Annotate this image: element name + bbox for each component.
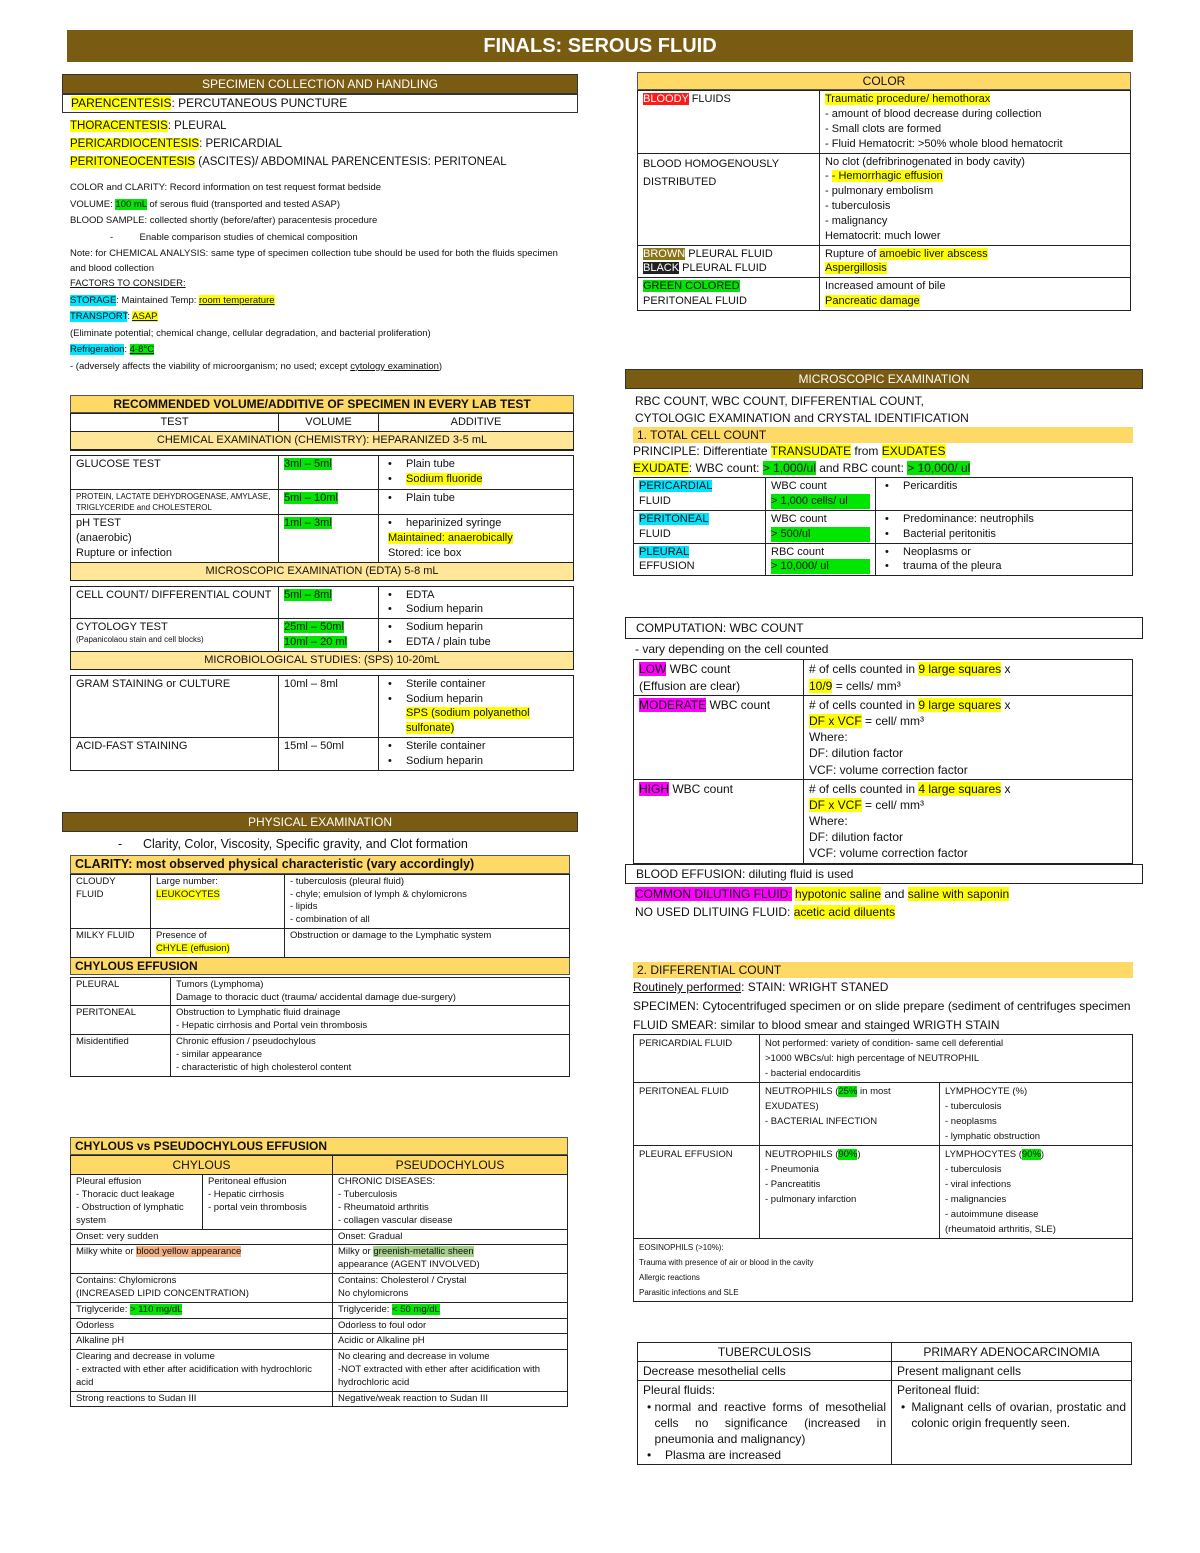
col-test: TEST (71, 414, 279, 432)
table-row: ACID-FAST STAINING 15ml – 50ml • Sterile container • Sodium heparin (71, 738, 574, 771)
chem-header: CHEMICAL EXAMINATION (CHEMISTRY): HEPARANIZED 3-5 mL (71, 431, 574, 449)
computation-section (625, 617, 1143, 920)
parencentesis-row (62, 94, 578, 113)
recommended-table (70, 413, 574, 771)
clarity-header: CLARITY: most observed physical characteristic (vary accordingly) (70, 855, 570, 874)
eliminate-note: (Eliminate potential; chemical change, cellular degradation, and bacterial proliferation) (70, 327, 431, 339)
table-row: PROTEIN, LACTATE DEHYDROGENASE, AMYLASE, TRIGLYCERIDE and CHOLESTEROL 5ml – 10ml • Plain tube (71, 490, 574, 515)
table-row: GREEN COLORED PERITONEAL FLUID Increased amount of bile Pancreatic damage (638, 278, 1131, 311)
table-row: HIGH WBC count # of cells counted in 4 large squares x DF x VCF = cell/ mm³ Where: DF: dilution factor VCF: volume correction factor (634, 779, 1133, 863)
table-row: BLOODY FLUIDS Traumatic procedure/ hemothorax - amount of blood decrease during collection - Small clots are formed - Fluid Hematocrit: >50% whole blood hematocrit (638, 91, 1131, 153)
chylous-vs-table: CHYLOUS PSEUDOCHYLOUS Pleural effusion - Thoracic duct leakage - Obstruction of lymphatic system Peritoneal effusion - Hepatic cirrhosis - portal vein thrombosis CHRONIC DISEASES: - Tuberculosis - Rheumatoid arthritis - collagen vascular disease Onset: very sudden Onset: Gradual Milky white or blood yellow appearance Milky or greenish-metallic sheen appearance (AGENT INVOLVED) Contains: Chylomicrons (INCREASED LIPID CONCENTRATION) Contains: Cholesterol / Crystal No chylomicrons Triglyceride: > 110 mg/dL Triglyceride: < 50 mg/dL Odorless Odorless to foul odor Alkaline pH Acidic or Alkaline pH Clearing and decrease in volume - extracted with ether after acidification with hydrochloric acid No clearing and decrease in volume -NOT extracted with ether after acidification with hydrochloric acid Strong reactions to Sudan III Negative/weak reaction to Sudan III (70, 1155, 568, 1407)
table-row: CELL COUNT/ DIFFERENTIAL COUNT 5ml – 8ml • EDTA • Sodium heparin (71, 586, 574, 619)
differential-header: 2. DIFFERENTIAL COUNT (633, 962, 1133, 978)
physical-header: PHYSICAL EXAMINATION (62, 812, 578, 832)
tb-section (637, 1342, 1132, 1465)
pericardiocentesis-text: : PERICARDIAL (199, 138, 283, 151)
differential-section (633, 962, 1133, 1302)
color-clarity-note: COLOR and CLARITY: Record information on test request format bedside (70, 182, 382, 194)
table-row: PERITONEAL FLUID NEUTROPHILS (25% in most EXUDATES) - BACTERIAL INFECTION LYMPHOCYTE (%) - tuberculosis - neoplasms - lymphatic obstruction (634, 1083, 1133, 1146)
col-volume: VOLUME (279, 414, 379, 432)
micro-line2: CYTOLOGIC EXAMINATION and CRYSTAL IDENTIFICATION (635, 411, 969, 425)
differential-table (633, 1034, 1133, 1302)
specimen-section (62, 74, 578, 375)
principle: PRINCIPLE: Differentiate TRANSUDATE from EXUDATES (633, 444, 946, 459)
table-row: GRAM STAINING or CULTURE 10ml – 8ml • Sterile container • Sodium heparin SPS (sodium polyanethol sulfonate) (71, 675, 574, 737)
table-row: Misidentified Chronic effusion / pseudochylous - similar appearance - characteristic of high cholesterol content (71, 1035, 570, 1076)
smear-note: FLUID SMEAR: similar to blood smear and stainged WRIGTH STAIN (633, 1018, 1000, 1033)
peritoneocentesis-text: (ASCITES)/ ABDOMINAL PARENCENTESIS: PERITONEAL (195, 156, 507, 169)
table-row: BLOOD HOMOGENOUSLY DISTRIBUTED No clot (defribrinogenated in body cavity) - - Hemorrhagic effusion - pulmonary embolism - tuberculosis - malignancy Hematocrit: much lower (638, 153, 1131, 245)
chylous-effusion-header: CHYLOUS EFFUSION (70, 958, 570, 975)
table-row: Contains: Chylomicrons (INCREASED LIPID CONCENTRATION) Contains: Cholesterol / Crystal No chylomicrons (71, 1274, 568, 1303)
factors-heading: FACTORS TO CONSIDER: (70, 278, 186, 290)
specimen-header: SPECIMEN COLLECTION AND HANDLING (62, 74, 578, 94)
enable-note: - Enable comparison studies of chemical composition (110, 231, 358, 243)
micro-header: MICROSCOPIC EXAMINATION (EDTA) 5-8 mL (71, 562, 574, 580)
parencentesis-label: PARENCENTESIS (71, 96, 172, 110)
table-row: PLEURAL Tumors (Lymphoma) Damage to thoracic duct (trauma/ accidental damage due-surgery) (71, 977, 570, 1006)
microscopic-section (625, 369, 1143, 576)
table-row: BROWN PLEURAL FLUID BLACK PLEURAL FLUID Rupture of amoebic liver abscess Aspergillosis (638, 245, 1131, 278)
table-row: MODERATE WBC count # of cells counted in 9 large squares x DF x VCF = cell/ mm³ Where: DF: dilution factor VCF: volume correction factor (634, 695, 1133, 779)
table-row: PLEURAL EFFUSION RBC count > 10,000/ ul • Neoplasms or • trauma of the pleura (634, 543, 1133, 576)
thoracentesis-text: : PLEURAL (167, 120, 227, 132)
table-row: CYTOLOGY TEST (Papanicolaou stain and cell blocks) 25ml – 50ml 10ml – 20 ml • Sodium heparin • EDTA / plain tube (71, 619, 574, 652)
recommended-header: RECOMMENDED VOLUME/ADDITIVE OF SPECIMEN IN EVERY LAB TEST (70, 395, 574, 413)
table-row: MILKY FLUID Presence of CHYLE (effusion) Obstruction or damage to the Lymphatic system (71, 929, 570, 958)
table-row: PERITONEAL FLUID WBC count > 500/ul • Predominance: neutrophils • Bacterial peritonitis (634, 510, 1133, 543)
total-cell-header: 1. TOTAL CELL COUNT (633, 427, 1133, 443)
table-row: Pleural effusion - Thoracic duct leakage - Obstruction of lymphatic system Peritoneal effusion - Hepatic cirrhosis - portal vein thrombosis CHRONIC DISEASES: - Tuberculosis - Rheumatoid arthritis - collagen vascular disease (71, 1175, 568, 1229)
pericardiocentesis-label: PERICARDIOCENTESIS (70, 138, 200, 151)
parencentesis-text: : PERCUTANEOUS PUNCTURE (171, 96, 348, 110)
physical-list: - Clarity, Color, Viscosity, Specific gravity, and Clot formation (118, 837, 468, 851)
col-additive: ADDITIVE (379, 414, 574, 432)
page-title: FINALS: SEROUS FLUID (67, 30, 1133, 62)
exudate: EXUDATE: WBC count: > 1,000/ul and RBC count: > 10,000/ ul (633, 461, 971, 476)
microbio-header: MICROBIOLOGICAL STUDIES: (SPS) 10-20mL (71, 651, 574, 669)
table-row: Onset: very sudden Onset: Gradual (71, 1229, 568, 1245)
table-row: Decrease mesothelial cells Present malignant cells (638, 1362, 1132, 1381)
no-used-diluting: NO USED DLITUING FLUID: acetic acid diluents (635, 905, 896, 919)
table-row: PERITONEAL Obstruction to Lymphatic fluid drainage - Hepatic cirrhosis and Portal vein thrombosis (71, 1006, 570, 1035)
color-header: COLOR (637, 72, 1131, 90)
micro-line1: RBC COUNT, WBC COUNT, DIFFERENTIAL COUNT, (635, 394, 924, 408)
volume-note: VOLUME: 100 mL of serous fluid (transported and tested ASAP) (70, 198, 341, 210)
table-row: CLOUDY FLUID Large number: LEUKOCYTES - tuberculosis (pleural fluid) - chyle; emulsion of lymph & chylomicrons - lipids - combination of all (71, 874, 570, 928)
common-diluting: COMMON DILUTING FLUID: hypotonic saline and saline with saponin (635, 886, 1010, 901)
table-row: PERICARDIAL FLUID Not performed: variety of condition- same cell deferential >1000 WBCs/ul: high percentage of NEUTROPHIL - bacterial endocarditis (634, 1035, 1133, 1083)
blood-effusion: BLOOD EFFUSION: diluting fluid is used (625, 864, 1143, 884)
chylous-vs-section (70, 1137, 568, 1407)
microscopic-header: MICROSCOPIC EXAMINATION (625, 369, 1143, 389)
adverse-note: - (adversely affects the viability of microorganism; no used; except cytology examination) (70, 360, 443, 372)
total-cell-table (633, 477, 1133, 576)
physical-section (62, 812, 578, 1077)
chemical-note: Note: for CHEMICAL ANALYSIS: same type of specimen collection tube should be used for both the fluids specimen and blood collection (70, 248, 558, 275)
recommended-section (70, 395, 574, 771)
tb-table: TUBERCULOSIS PRIMARY ADENOCARCINOMIA Decrease mesothelial cells Present malignant cells Pleural fluids: • normal and reactive forms of mesothelial cells no significance (increased in pneumonia and malignancy) • Plasma are increased Peritoneal fluid: • Malignant cells of ovarian, prostatic and colonic origin frequently seen. (637, 1342, 1132, 1465)
computation-header: COMPUTATION: WBC COUNT (625, 617, 1143, 639)
table-row: Milky white or blood yellow appearance Milky or greenish-metallic sheen appearance (AGENT INVOLVED) (71, 1245, 568, 1274)
transport-note: TRANSPORT: ASAP (70, 311, 158, 323)
table-row: EOSINOPHILS (>10%): Trauma with presence of air or blood in the cavity Allergic reactions Parasitic infections and SLE (634, 1239, 1133, 1302)
peritoneocentesis-label: PERITONEOCENTESIS (70, 156, 196, 169)
table-row: PERICARDIAL FLUID WBC count > 1,000 cells/ ul • Pericarditis (634, 478, 1133, 511)
table-row: Alkaline pH Acidic or Alkaline pH (71, 1334, 568, 1350)
color-section (637, 72, 1131, 311)
routine: Routinely performed: STAIN: WRIGHT STANED (633, 980, 889, 995)
table-row: Strong reactions to Sudan III Negative/weak reaction to Sudan III (71, 1391, 568, 1407)
table-row: LOW WBC count (Effusion are clear) # of cells counted in 9 large squares x 10/9 = cells/ mm³ (634, 660, 1133, 695)
table-row: pH TEST (anaerobic) Rupture or infection 1ml – 3ml • heparinized syringe Maintained: anaerobically Stored: ice box (71, 515, 574, 563)
thoracentesis-label: THORACENTESIS (70, 120, 168, 132)
blood-sample-note: BLOOD SAMPLE: collected shortly (before/after) paracentesis procedure (70, 215, 378, 227)
specimen-note: SPECIMEN: Cytocentrifuged specimen or on slide prepare (sediment of centrifuges specimen (633, 999, 1131, 1014)
clarity-table (70, 874, 570, 958)
table-row: PLEURAL EFFUSION NEUTROPHILS (90%) - Pneumonia - Pancreatitis - pulmonary infarction LYMPHOCYTES (90%) - tuberculosis - viral infections - malignancies - autoimmune disease (rheumatoid arthritis, SLE) (634, 1146, 1133, 1239)
table-row: Odorless Odorless to foul odor (71, 1318, 568, 1334)
refrigeration-note: Refrigeration: 4-8°C (70, 344, 155, 356)
computation-table (633, 659, 1133, 863)
table-row: Pleural fluids: • normal and reactive forms of mesothelial cells no significance (increased in pneumonia and malignancy) • Plasma are increased Peritoneal fluid: • Malignant cells of ovarian, prostatic and colonic origin frequently seen. (638, 1381, 1132, 1465)
vary-note: - vary depending on the cell counted (635, 642, 829, 657)
color-table (637, 90, 1131, 311)
table-row: Clearing and decrease in volume - extracted with ether after acidification with hydrochloric acid No clearing and decrease in volume -NOT extracted with ether after acidification with hydrochloric acid (71, 1350, 568, 1391)
storage-note: STORAGE: Maintained Temp: room temperature (70, 294, 275, 306)
chylous-vs-header: CHYLOUS vs PSEUDOCHYLOUS EFFUSION (70, 1137, 568, 1155)
chylous-effusion-table (70, 977, 570, 1077)
table-row: GLUCOSE TEST 3ml – 5ml • Plain tube • Sodium fluoride (71, 456, 574, 490)
table-row: Triglyceride: > 110 mg/dL Triglyceride: < 50 mg/dL (71, 1302, 568, 1318)
